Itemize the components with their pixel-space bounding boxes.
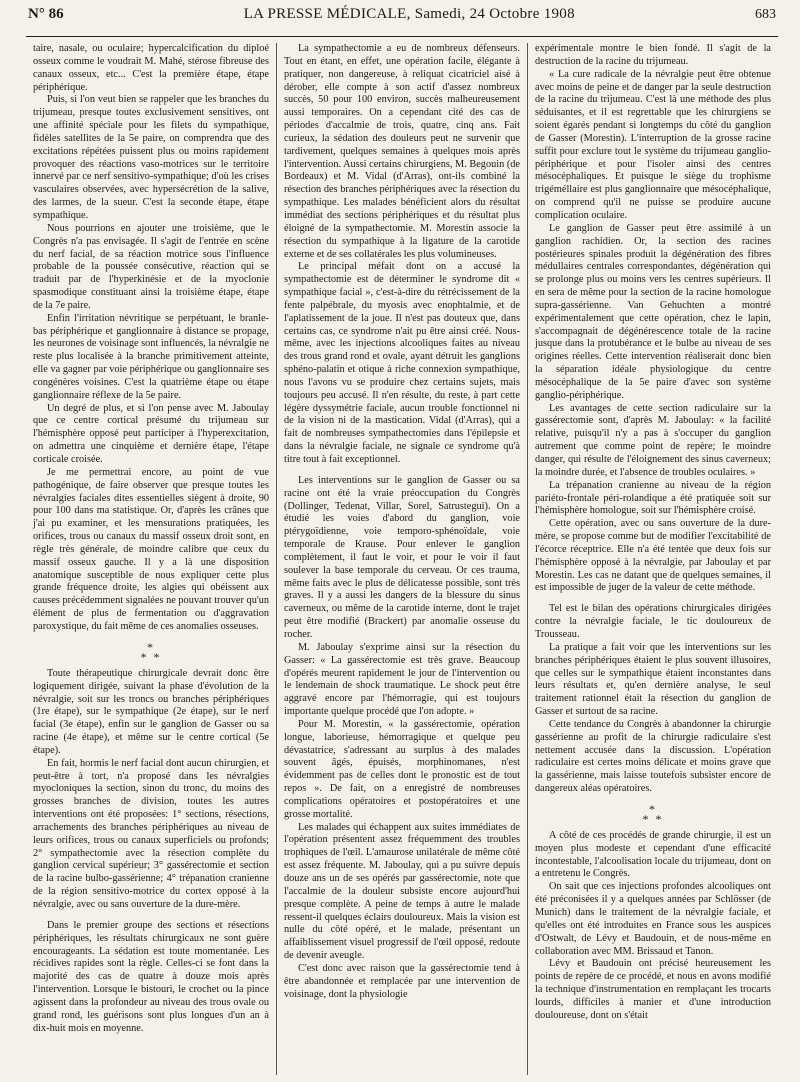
paragraph: Puis, si l'on veut bien se rappeler que les branches du trijumeau, presque toutes exclusivement sensitives, ont une affinité spéciale pour les filets du sympathique, fidèles satellites de la 5e paire, on comprendra que des excitations répétées puissent plus ou moins rapidement provoquer des réactions vaso-motrices sur le territoire innervé par ce nerf sensitivo-sympathique; d'où les crises vasculaires observées, avec hypersécrétion de la salive, des larmes, de la sueur. C'est la seconde étape, étape sympathique. [33,94,269,221]
paragraph: Enfin l'irritation névritique se perpétuant, le branle-bas périphérique et ganglionnaire à distance se propage, les neurones de voisinage sont influencés, la névralgie ne reste plus localisée à la branche primitivement atteinte, elle va gagner par voie périphérique ou ganglionnaire ses congénères voisines. C'est la quatrième étape ou étape ganglionnaire réflexe de la 5e paire. [33,312,269,401]
paragraph: La sympathectomie a eu de nombreux défenseurs. Tout en étant, en effet, une opération facile, élégante à pratiquer, non dangereuse, à reliquat cicatriciel aisé à dérober, elle compte à son actif d'assez nombreux succès, 50 pour 100 environ, succès malheureusement aussi temporaires. On a cependant cité des cas de périodes d'accalmie de trois, quatre, cinq ans. Fait curieux, la sédation des douleurs peut ne survenir que tardivement, quelques semaines à quelques mois après l'intervention. Aussi certains chirurgiens, M. Begouin (de Bordeaux) et M. Vidal (d'Arras), ont-ils combiné la résection des branches périphériques avec la résection du sympathique. Les malades bénéficient alors du résultat immédiat des sections périphériques et du résultat plus éloigné de la sympathectomie. M. Morestin associe la résection du sympathique à la ligature de la carotide externe et de ses collatérales les plus volumineuses. [284,43,520,260]
column-3 [527,43,778,1075]
paragraph: Le ganglion de Gasser peut être assimilé à un ganglion rachidien. Or, la section des racines postérieures spinales produit la dégénération des fibres médullaires centrales correspondantes, dégénération qui se prolonge plus ou moins vers les centres supérieurs. Il en sera de même pour la section de la racine homologue supra-gassérienne. Van Gehuchten a montré expérimentalement que cette opération, chez le lapin, s'accompagnait de dégénérescence totale de la racine jusque dans la protubérance et le bulbe au niveau de ses origines réelles. Cette intervention réaliserait donc bien la séparation idéale physiologique du centre mésocéphalique de la 5e paire d'avec son système ganglio-périphérique. [535,222,771,401]
paragraph: Nous pourrions en ajouter une troisième, que le Congrès n'a pas envisagée. Il s'agit de l'entrée en scène du nerf facial, de sa réaction motrice sous l'influence probable de la poussée consécutive, réaction qui se traduit par de l'hyperkinésie et de la myoclonie spasmodique constituant ainsi la troisième étape, étape de la 7e paire. [33,222,269,311]
journal-title: LA PRESSE MÉDICALE, Samedi, 24 Octobre 1908 [243,6,575,22]
paragraph: Les avantages de cette section radiculaire sur la gassérectomie sont, d'après M. Jaboulay: « la facilité relative, puisqu'il n'y a pas à s'occuper du ganglion autrement que comme point de repère; le moindre danger, qui résulte de l'éloignement des sinus caverneux; la moindre durée, et l'absence de troubles oculaires. » [535,402,771,478]
paragraph: La pratique a fait voir que les interventions sur les branches périphériques étaient le plus souvent illusoires, que celles sur le sympathique étaient inconstantes dans leurs résultats et, qu'en dernière analyse, le seul traitement rationnel était la résection du ganglion de Gasser et surtout de sa racine. [535,641,771,718]
paragraph: « La cure radicale de la névralgie peut être obtenue avec moins de peine et de danger par la seule destruction de la racine du trijumeau. C'est là une méthode des plus séduisantes, et il est regrettable que les chirurgiens se soient égarés pendant si longtemps du côté du ganglion de Gasser (Morestin). L'interruption de la grosse racine suffit pour exclure tout le système du trijumeau ganglio-périphérique et pour l'isoler ainsi des centres mésocéphaliques. Et puisque le siège du trophisme trigéméllaire est plus ganglionnaire que mésocéphalique, on comprend qu'il ne puisse se produire aucune complication oculaire. [535,68,771,221]
paragraph: Les malades qui échappent aux suites immédiates de l'opération présentent assez fréquemment des troubles trophiques de l'œil. L'amaurose unilatérale de même côté est assez fréquente. M. Jaboulay, qui a pu suivre depuis douze ans un de ses opérés par gassérectomie, note que l'accalmie de la douleur subsiste encore aujourd'hui presque complète. A peine de temps à autre le malade ressent-il quelques éclairs douloureux. Mais la vision est nulle du côté opéré, et le malade, présentant un affaiblissement visuel progressif de l'œil opposé, redoute de devenir aveugle. [284,821,520,962]
section-separator: * * * [642,801,664,826]
paragraph: Cette tendance du Congrès à abandonner la chirurgie gassérienne au profit de la chirurgie radiculaire s'est nettement accusée dans la discussion. L'opération radiculaire est certes moins délicate et moins grave que la gassérienne, mais laisse toutefois subsister encore de dangereux aléas opératoires. [535,718,771,795]
paragraph: Dans le premier groupe des sections et résections périphériques, les résultats chirurgicaux ne sont guère encourageants. La sédation est toute momentanée. Les récidives rapides sont la règle. Celles-ci se font dans la majorité des cas de quatre à douze mois après l'intervention. Lorsque le bistouri, le crochet ou la pince agissent dans la profondeur au niveau des trous ovale ou grand rond, les guérisons sont plus longues d'un an à dix-huit mois en moyenne. [33,919,269,1034]
paragraph: Tel est le bilan des opérations chirurgicales dirigées contre la névralgie faciale, le tic douloureux de Trousseau. [535,603,771,640]
paragraph: expérimentale montre le bien fondé. Il s'agit de la destruction de la racine du trijumeau. [535,43,771,67]
paragraph: Le principal méfait dont on a accusé la sympathectomie est de déterminer le syndrome dit « sympathique facial », c'est-à-dire du rétrécissement de la fente palpébrale, du myosis avec enophtalmie, et de l'aplatissement de la joue. Il n'est pas douteux que, dans certains cas, ce syndrome n'ait pu être ainsi créé. Nous-même, avec les injections alcooliques faites au niveau des trous grand rond et ovale, ayant détruit les ganglions sphéno-palatin et otique à riche connexion sympathique, nous l'avons vu se produire chez certains sujets, mais toujours peu accusé. Il n'en résulte, du reste, à part cette légère dyssymétrie faciale, aucun trouble fonctionnel ni de la vision ni de la mastication. Vidal (d'Arras), qui a fait de nombreuses sympathectomies dans l'épilepsie et dans la névralgie faciale, ne signale ce syndrome qu'à titre tout à fait exceptionnel. [284,261,520,465]
paragraph: Toute thérapeutique chirurgicale devrait donc être logiquement dirigée, suivant la phase d'évolution de la névralgie, soit sur les troncs ou branches périphériques (1re étape), sur le sympathique (2e étape), sur le nerf facial (3e étape), enfin sur le ganglion de Gasser ou sa racine (4e étape), et même sur le centre cortical (5e étape). [33,667,269,756]
column-1 [26,43,276,1075]
paragraph: En fait, hormis le nerf facial dont aucun chirurgien, et peut-être à tort, n'a proposé dans les névralgies myocloniques la section, sinon du tronc, du moins des grosses branches de division, toutes les autres interventions ont été proposées: 1° sections, résections, arrachements des branches périphériques au niveau de leurs orifices, trous ou canaux superficiels ou profonds; 2° sympathectomie avec la résection complète du ganglion cervical supérieur; 3° gassérectomie et section de la racine bulbo-gassérienne; 4° trépanation cranienne de la région sensitivo-motrice du cortex opposé à la névralgie, avec ou sans ouverture de la dure-mère. [33,757,269,910]
column-2 [276,43,527,1075]
paragraph: C'est donc avec raison que la gassérectomie tend à être abandonnée et remplacée par une intervention de voisinage, dont la physiologie [284,962,520,1000]
section-separator: * * * [140,639,162,664]
paragraph: Lévy et Baudouin ont précisé heureusement les points de repère de ce procédé, et nous en avons modifié la technique d'instrumentation en remplaçant les trocarts lourds, difficiles à manier et d'une introduction douloureuse, dont on s'était [535,958,771,1021]
paragraph: Cette opération, avec ou sans ouverture de la dure-mère, se propose comme but de modifier l'excitabilité de l'écorce réceptrice. Elle n'a été tentée que deux fois sur l'hémisphère opposé à la névralgie, par Jaboulay et par Morestin. Les cas ne datant que de quelques semaines, il est impossible de juger de la valeur de cette méthode. [535,518,771,594]
page-number: 683 [755,7,776,22]
paragraph: Les interventions sur le ganglion de Gasser ou sa racine ont été la vraie préoccupation du Congrès (Dollinger, Tedenat, Villar, Sorel, Satrustegui). On a étudié les voies d'abord du ganglion, voie ptérygoïdienne, voie temporo-sphénoïdale, voie temporale de Krause. Pour enlever le ganglion complètement, il faut le voir, et pour le voir il faut soulever la base temporale du cerveau. Or ces trauma, même faits avec le plus de délicatesse possible, sont très graves. Il y a aussi les dangers de la blessure du sinus caverneux, ou même de la carotide interne, dont le trajet peut être modifié (Brackert) par anomalie osseuse du rocher. [284,474,520,640]
paragraph: On sait que ces injections profondes alcooliques ont été préconisées il y a quelques années par Schlösser (de Munich) dans le traitement de la névralgie faciale, et qu'elles ont été introduites en France sous les auspices d'Ostwalt, de Lévy et Baudouin, et de nous-même en collaboration avec MM. Brissaud et Tanon. [535,881,771,957]
paragraph: M. Jaboulay s'exprime ainsi sur la résection du Gasser: « La gassérectomie est très grave. Beaucoup d'opérés meurent rapidement le jour de l'intervention ou le lendemain de shock traumatique. Le shock peut être aggravé encore par l'hémorragie, qui est toujours importante quelque procédé que l'on adopte. » [284,641,520,718]
issue-number: N° 86 [28,6,64,22]
page-header [26,6,778,37]
paragraph: Un degré de plus, et si l'on pense avec M. Jaboulay que ce centre cortical présumé du trijumeau sur l'hémisphère opposé peut participer à l'hyperexcitation, on admettra une cinquième et dernière étape, l'étape corticale croisée. [33,402,269,465]
paragraph: La trépanation cranienne au niveau de la région pariéto-frontale péri-rolandique a été pratiquée soit sur l'hémisphère homologue, soit sur l'hémisphère croisé. [535,479,771,517]
paragraph: Je me permettrai encore, au point de vue pathogénique, de faire observer que presque toutes les névralgies faciales dites essentielles siègent à droite, 90 pour 100 dans ma statistique. Or, d'après les crânes que j'ai pu examiner, et les mensurations pratiquées, les orifices, trous ou canaux du massif osseux droit sont, en règle très générale, de moindre calibre que ceux du massif osseux gauche. Il y a là une disposition anatomique susceptible de nous expliquer cette plus grande fréquence droite, les algies qui obéissent aux causes précédemment signalées ne pouvant trouver qu'un élément de plus de fermentation ou d'aggravation paroxystique, du fait même de ces anomalies osseuses. [33,466,269,632]
paragraph: Pour M. Morestin, « la gassérectomie, opération longue, laborieuse, hémorragique et quelque peu dévastatrice, s'adressant au surplus à des malades souvent âgés, épuisés, morphinomanes, n'est évidemment pas de celles dont le pronostic est de tout repos ». De fait, on a enregistré de nombreuses complications opératoires et postopératoires et une grosse mortalité. [284,718,520,820]
article-columns [26,43,778,1075]
paragraph: taire, nasale, ou oculaire; hypercalcification du diploé osseux comme le voudrait M. Mahé, stérose fibreuse des canaux osseux, etc... C'est la première étape, étape périphérique. [33,43,269,93]
paragraph: A côté de ces procédés de grande chirurgie, il est un moyen plus modeste et cependant d'une efficacité incontestable, l'alcoolisation locale du trijumeau, dont on a entretenu le Congrès. [535,829,771,880]
